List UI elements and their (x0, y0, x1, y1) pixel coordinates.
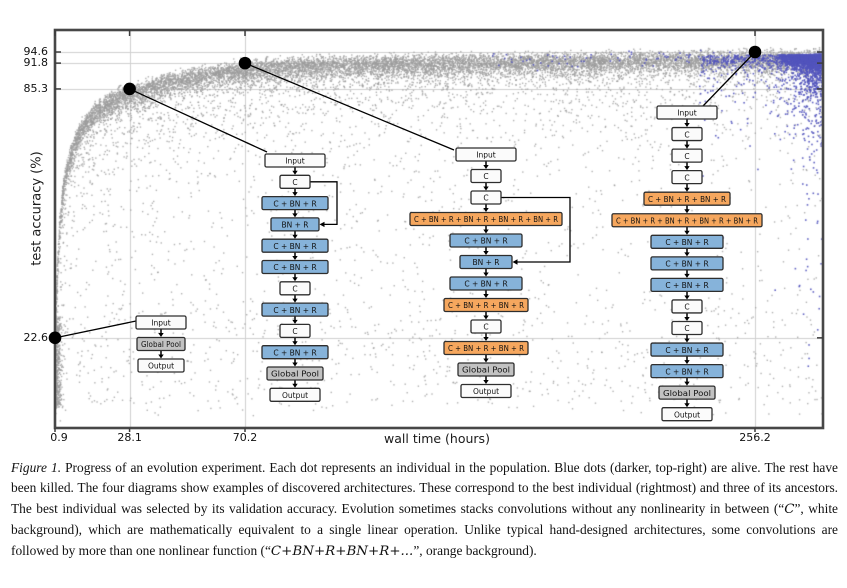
arch-node-output (138, 359, 184, 372)
marked-individual-dot (49, 332, 62, 345)
arch-node-c (280, 175, 310, 188)
figure-number: Figure 1. (11, 460, 62, 475)
arch-node-c-bn-r-bn-r (644, 192, 730, 205)
arch-node-c-bn-r (262, 239, 328, 252)
svg-text:C + BN + R: C + BN + R (665, 281, 709, 291)
arch-node-global-pool (137, 338, 185, 351)
architecture-diagram-ancestor-earliest (136, 316, 186, 372)
svg-text:C: C (684, 173, 690, 183)
x-tick-label-70.2: 70.2 (232, 431, 258, 444)
arch-node-output (270, 388, 320, 401)
svg-text:C + BN + R: C + BN + R (665, 345, 709, 355)
arch-node-input (136, 316, 186, 329)
svg-text:C + BN + R: C + BN + R (464, 279, 508, 289)
caption-text-2: ”, white background), which are mathematically equivalent to a single linear operation. Unlike typical hand-designed architectures, some convolutions are followed by more than one nonlinear function (“ (11, 500, 839, 558)
arch-node-c (672, 300, 702, 313)
caption-text-1: Progress of an evolution experiment. Each dot represents an individual in the population. Blue dots (darker, top-right) are alive. The rest have been killed. The four diagrams show examples of discovered architectures. These correspond to the best individual (rightmost) and three of its ancestors. The best individual was selected by its validation accuracy. Evolution sometimes stacks convolutions without any nonlinearity in between (“ (11, 460, 838, 516)
svg-text:C: C (292, 327, 298, 337)
arch-node-bn-r (460, 256, 512, 269)
svg-text:C: C (684, 151, 690, 161)
svg-text:C + BN + R: C + BN + R (273, 263, 317, 273)
arch-node-c-bn-r (651, 343, 723, 356)
svg-text:Global Pool: Global Pool (141, 340, 181, 350)
arch-node-c (471, 320, 501, 333)
svg-text:Global Pool: Global Pool (271, 369, 319, 379)
arch-node-c (672, 128, 702, 141)
arch-node-output (461, 385, 511, 398)
arch-node-global-pool (659, 386, 715, 399)
svg-text:C: C (684, 130, 690, 140)
arch-node-input (265, 154, 325, 167)
arch-node-c-bn-r (651, 365, 723, 378)
svg-text:BN + R: BN + R (472, 258, 500, 268)
svg-text:Output: Output (281, 391, 309, 400)
svg-text:C: C (483, 193, 489, 203)
arch-node-bn-r (271, 218, 319, 231)
svg-text:C: C (292, 178, 298, 187)
arch-node-c-bn-r (651, 278, 723, 291)
arch-node-c (280, 324, 310, 337)
x-tick-label-28.1: 28.1 (117, 431, 142, 444)
svg-text:C + BN + R + BN + R: C + BN + R + BN + R (448, 301, 524, 311)
arch-node-c-bn-r-bn-r-bn-r-bn-r (612, 214, 762, 227)
arch-node-input (657, 106, 717, 119)
svg-text:Output: Output (673, 410, 701, 420)
y-tick-label-85.3: 85.3 (23, 81, 48, 95)
architecture-diagram-ancestor-mid (262, 154, 337, 401)
svg-text:C + BN + R: C + BN + R (273, 241, 317, 251)
svg-text:BN + R: BN + R (281, 220, 309, 230)
arch-node-c-bn-r (651, 257, 723, 270)
svg-text:C + BN + R: C + BN + R (273, 348, 317, 358)
caption-math-cbnr: C+BN+R+BN+R+... (270, 543, 414, 559)
marked-individual-dot (239, 57, 252, 70)
svg-text:Input: Input (677, 108, 697, 118)
svg-text:C + BN + R + BN + R + BN + R +: C + BN + R + BN + R + BN + R + BN + R (616, 216, 758, 226)
y-tick-label-91.8: 91.8 (23, 56, 48, 70)
svg-text:Input: Input (285, 156, 305, 166)
arch-node-c-bn-r (262, 303, 328, 316)
svg-text:Input: Input (476, 150, 496, 160)
svg-text:C + BN + R: C + BN + R (665, 367, 709, 377)
x-tick-label-256.2: 256.2 (739, 431, 771, 444)
arch-node-c (672, 171, 702, 184)
arch-node-c-bn-r-bn-r (444, 299, 528, 312)
arch-node-global-pool (458, 363, 514, 376)
svg-text:C + BN + R: C + BN + R (273, 305, 317, 315)
svg-text:C + BN + R + BN + R + BN + R +: C + BN + R + BN + R + BN + R + BN + R (414, 215, 558, 225)
svg-text:C: C (483, 322, 489, 332)
svg-text:Input: Input (151, 318, 171, 328)
y-tick-label-22.6: 22.6 (23, 330, 48, 344)
arch-node-c-bn-r (262, 197, 328, 210)
arch-node-c-bn-r (450, 234, 522, 247)
y-axis-title: test accuracy (%) (29, 151, 45, 266)
svg-text:C + BN + R: C + BN + R (273, 199, 317, 209)
svg-text:C: C (292, 284, 298, 294)
svg-text:C: C (483, 172, 489, 182)
arch-node-c (672, 322, 702, 335)
caption-math-c: C (784, 501, 795, 517)
svg-text:C + BN + R + BN + R: C + BN + R + BN + R (448, 344, 524, 354)
svg-text:C: C (684, 324, 690, 334)
arch-node-c (471, 191, 501, 204)
svg-text:C + BN + R: C + BN + R (665, 238, 709, 247)
caption-text-3: ”, orange background). (413, 542, 537, 558)
arch-node-c (672, 149, 702, 162)
arch-node-c-bn-r (450, 277, 522, 290)
arch-node-c-bn-r-bn-r-bn-r-bn-r (410, 213, 562, 226)
svg-text:C: C (684, 302, 690, 312)
svg-text:Global Pool: Global Pool (462, 365, 510, 375)
arch-node-c-bn-r-bn-r (444, 342, 528, 355)
arch-node-output (662, 408, 712, 421)
y-tick-label-94.6: 94.6 (23, 45, 48, 58)
svg-text:C + BN + R: C + BN + R (464, 236, 508, 246)
figure-caption (11, 458, 838, 562)
x-tick-label-0.9: 0.9 (50, 431, 68, 444)
arch-node-c-bn-r (651, 235, 723, 248)
svg-text:C + BN + R + BN + R: C + BN + R + BN + R (648, 194, 726, 204)
arch-node-global-pool (267, 367, 323, 380)
x-axis-title: wall time (hours) (384, 431, 490, 446)
arch-node-c (280, 282, 310, 295)
arch-node-c-bn-r (262, 346, 328, 359)
architecture-diagram-best-individual (612, 106, 762, 421)
marked-individual-dot (749, 46, 762, 59)
arch-node-c (471, 170, 501, 183)
svg-text:Global Pool: Global Pool (663, 388, 711, 398)
svg-text:Output: Output (472, 387, 500, 397)
marked-individual-dot (123, 83, 136, 96)
svg-text:Output: Output (147, 361, 175, 371)
arch-node-input (456, 148, 516, 161)
architecture-diagram-ancestor-late (410, 148, 570, 398)
arch-node-c-bn-r (262, 261, 328, 274)
skip-connection (501, 198, 570, 263)
svg-text:C + BN + R: C + BN + R (665, 259, 709, 269)
